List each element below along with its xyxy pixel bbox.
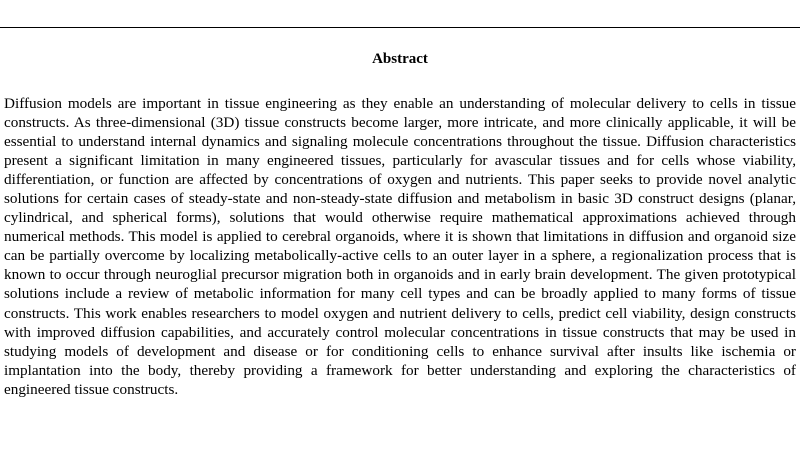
header-rule [0,27,800,28]
abstract-body: Diffusion models are important in tissue engineering as they enable an understanding of molecular delivery to cells in tissue constructs. As three-dimensional (3D) tissue constructs become larger, more intricate, and more clinically applicable, it will be essential to understand internal dynamics and signaling molecule concentrations throughout the tissue. Diffusion characteristics present a significant limitation in many engineered tissues, particularly for avascular tissues and for cells whose viability, differentiation, or function are affected by concentrations of oxygen and nutrients. This paper seeks to provide novel analytic solutions for certain cases of steady-state and non-steady-state diffusion and metabolism in basic 3D construct designs (planar, cylindrical, and spherical forms), solutions that would otherwise require mathematical approximations achieved through numerical methods. This model is applied to cerebral organoids, where it is shown that limitations in diffusion and organoid size can be partially overcome by localizing metabolically-active cells to an outer layer in a sphere, a regionalization process that is known to occur through neuroglial precursor migration both in organoids and in early brain development. The given prototypical solutions include a review of metabolic information for many cell types and can be broadly applied to many forms of tissue constructs. This work enables researchers to model oxygen and nutrient delivery to cells, predict cell viability, design constructs with improved diffusion capabilities, and accurately control molecular concentrations in tissue constructs that may be used in studying models of development and disease or for conditioning cells to enhance survival after insults like ischemia or implantation into the body, thereby providing a framework for better understanding and exploring the characteristics of engineered tissue constructs. [4,95,796,398]
abstract-heading: Abstract [372,51,428,67]
